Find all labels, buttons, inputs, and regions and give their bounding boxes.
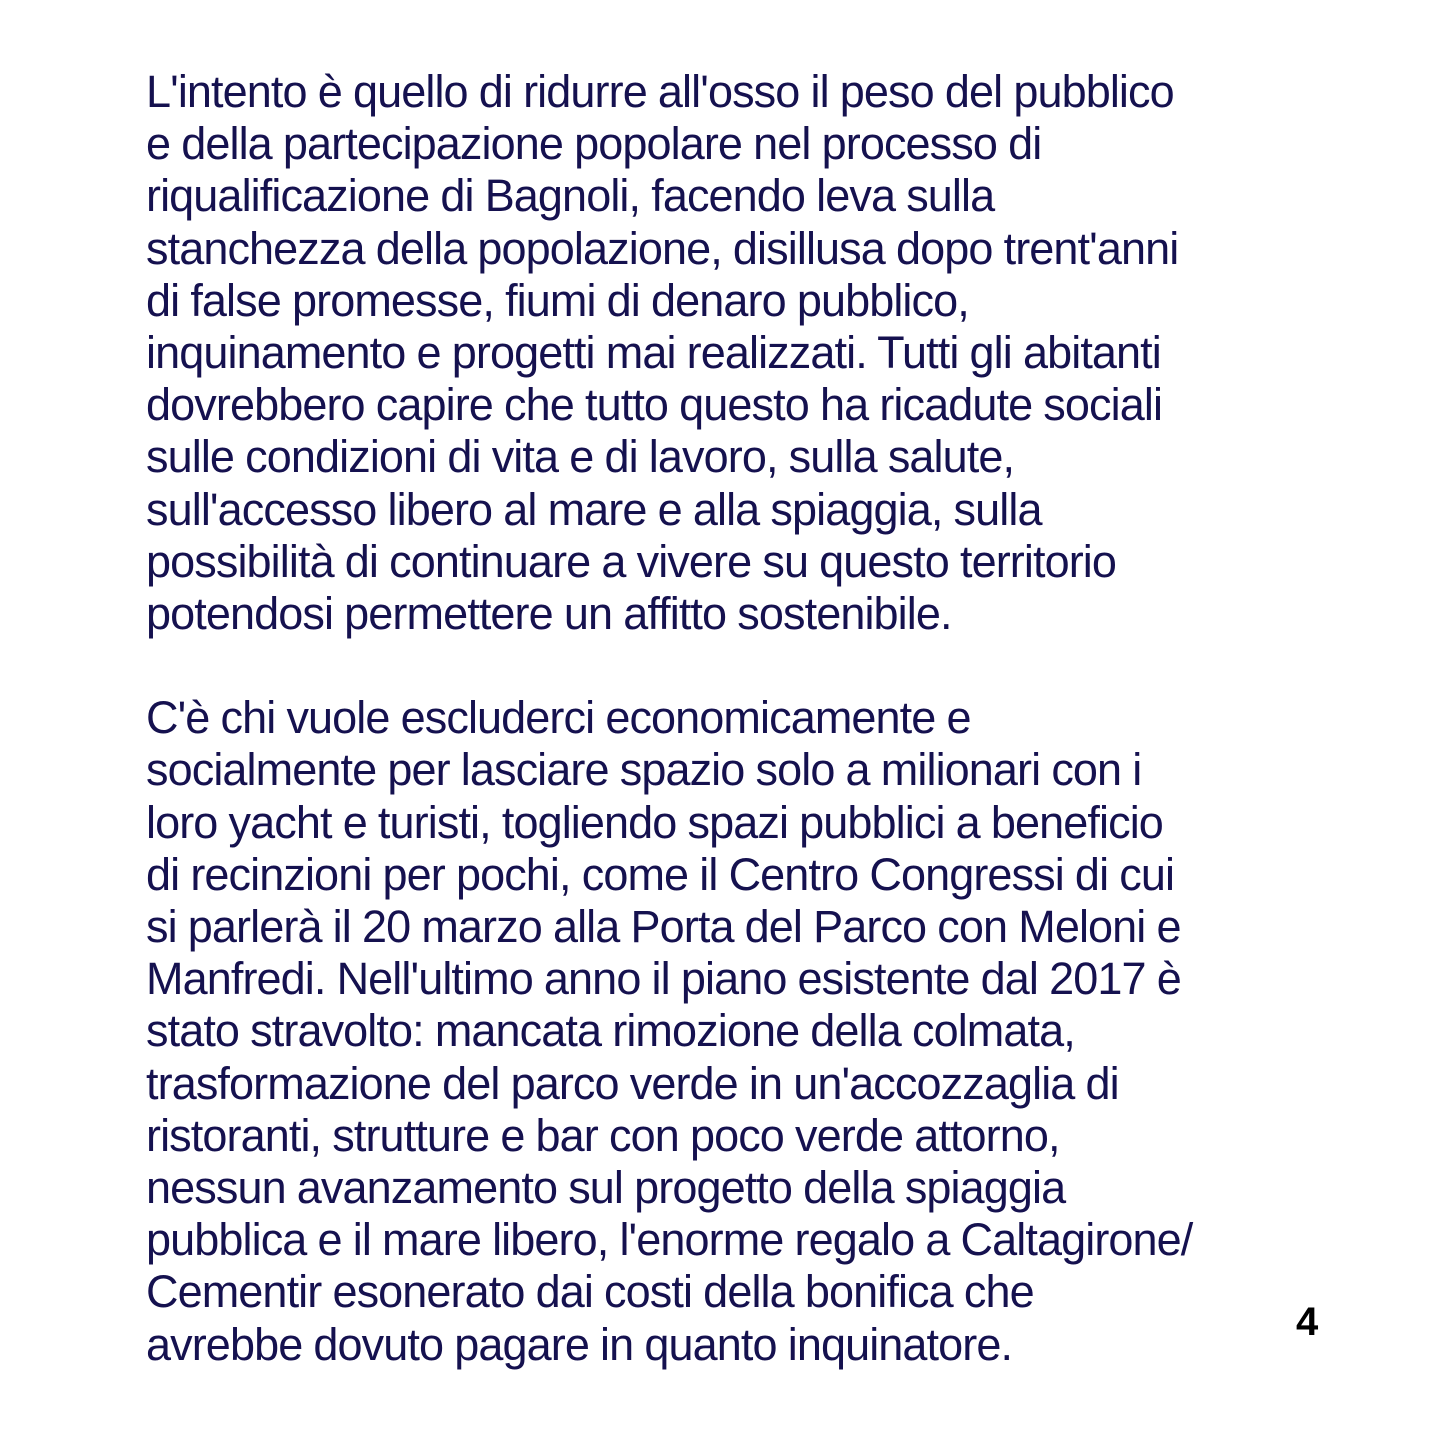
text-line: si parlerà il 20 marzo alla Porta del Parco con Meloni e bbox=[146, 901, 1181, 952]
text-line: Cementir esonerato dai costi della bonifica che bbox=[146, 1266, 1034, 1318]
text-line: stanchezza della popolazione, disillusa dopo trent'anni bbox=[146, 222, 1179, 274]
text-line: pubblica e il mare libero, l'enorme regalo a Caltagirone/ bbox=[146, 1214, 1193, 1266]
text-line: riqualificazione di Bagnoli, facendo leva sulla bbox=[146, 170, 995, 222]
text-line: dovrebbero capire che tutto questo ha ricadute sociali bbox=[146, 379, 1163, 431]
text-line: C'è chi vuole escluderci economicamente e bbox=[146, 692, 971, 744]
text-line: potendosi permettere un affitto sostenibile. bbox=[146, 587, 952, 639]
text-line: nessun avanzamento sul progetto della spiaggia bbox=[146, 1161, 1066, 1213]
text-line: socialmente per lasciare spazio solo a milionari con i bbox=[146, 744, 1142, 796]
paragraph-2 bbox=[146, 692, 1319, 1370]
text-line: Manfredi. Nell'ultimo anno il piano esistente dal 2017 è bbox=[146, 953, 1181, 1005]
text-line: possibilità di continuare a vivere su questo territorio bbox=[146, 535, 1117, 587]
paragraph-1 bbox=[146, 66, 1316, 640]
text-line: stato stravolto: mancata rimozione della colmata, bbox=[146, 1005, 1075, 1057]
text-line: ristoranti, strutture e bar con poco verde attorno, bbox=[146, 1109, 1060, 1161]
text-line: L'intento è quello di ridurre all'osso il peso del pubblico bbox=[146, 66, 1174, 117]
text-line: loro yacht e turisti, togliendo spazi pubblici a beneficio bbox=[146, 796, 1163, 848]
text-line: trasformazione del parco verde in un'accozzaglia di bbox=[146, 1057, 1119, 1109]
text-line: di false promesse, fiumi di denaro pubblico, bbox=[146, 274, 969, 326]
text-line: di recinzioni per pochi, come il Centro Congressi di cui bbox=[146, 848, 1175, 900]
text-line: e della partecipazione popolare nel processo di bbox=[146, 118, 1042, 170]
page-number: 4 bbox=[1296, 1300, 1319, 1344]
paragraph-gap bbox=[146, 640, 1316, 692]
text-line: sull'accesso libero al mare e alla spiaggia, sulla bbox=[146, 483, 1042, 535]
text-line: sulle condizioni di vita e di lavoro, sulla salute, bbox=[146, 431, 1015, 483]
text-line: avrebbe dovuto pagare in quanto inquinatore. bbox=[146, 1318, 1013, 1370]
body-text bbox=[146, 66, 1319, 1371]
text-line: inquinamento e progetti mai realizzati. Tutti gli abitanti bbox=[146, 326, 1161, 378]
